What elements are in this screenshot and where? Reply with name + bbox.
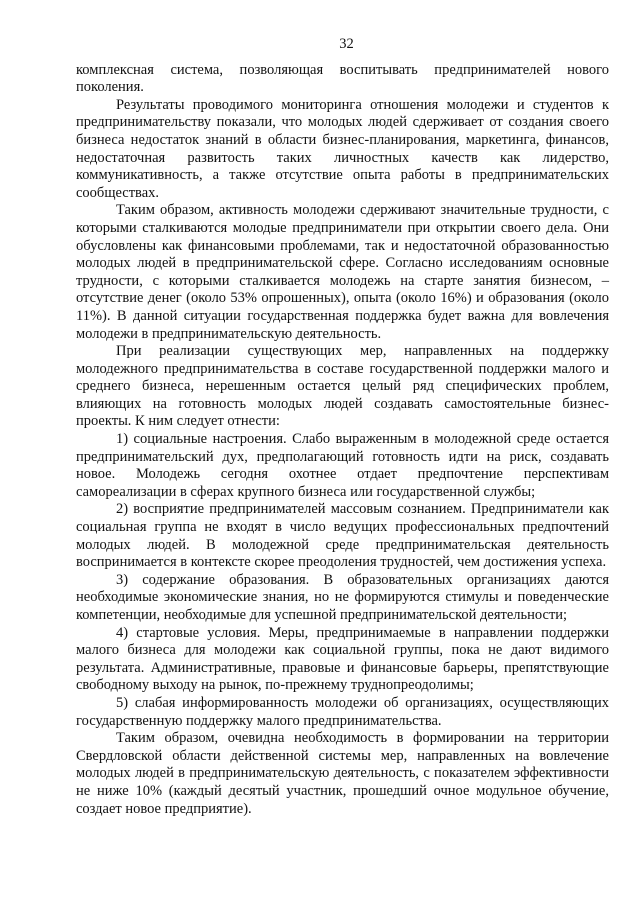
paragraph-unsolved-problems: При реализации существующих мер, направленных на поддержку молодежного предпринимательства в составе государственной поддержки малого и среднего бизнеса, нерешенным остается целый ряд специфических проблем, влияющих на готовность молодых людей создавать самостоятельные бизнес-проекты. К ним следует отнести:	[76, 343, 609, 430]
page-number: 32	[339, 36, 354, 52]
list-item-starting-conditions: 4) стартовые условия. Меры, предпринимаемые в направлении поддержки малого бизнеса для молодежи как социальной группы, пока не дают видимого результата. Административные, правовые и финансовые барьеры, препятствующие свободному выходу на рынок, по-прежнему труднопреодолимы;	[76, 624, 609, 694]
paragraph-monitoring-results: Результаты проводимого мониторинга отношения молодежи и студентов к предпринимательству показали, что молодых людей сдерживает от создания своего бизнеса недостаток знаний в области бизнес-планирования, маркетинга, финансов, недостаточная развитость таких личностных качеств как лидерство, коммуникативность, а также отсутствие опыта работы в предпринимательских сообществах.	[76, 96, 609, 201]
paragraph-difficulties: Таким образом, активность молодежи сдерживают значительные трудности, с которыми сталкиваются молодые предприниматели при открытии своего дела. Они обусловлены как финансовыми проблемами, так и недостаточной образованностью молодых людей в предпринимательской сфере. Согласно исследованиям основные трудности, с которыми сталкивается молодежь на старте занятия бизнесом, – отсутствие денег (около 53% опрошенных), опыта (около 16%) и образования (около 11%). В данной ситуации государственная поддержка будет важна для вовлечения молодежи в предпринимательскую деятельность.	[76, 202, 609, 342]
list-item-social-moods: 1) социальные настроения. Слабо выраженным в молодежной среде остается предпринимательский дух, предполагающий готовность идти на риск, создавать новое. Молодежь сегодня охотнее отдает предпочтение перспективам самореализации в сферах крупного бизнеса или государственной службы;	[76, 431, 609, 500]
document-page	[76, 36, 609, 818]
list-item-education-content: 3) содержание образования. В образовательных организациях даются необходимые экономические знания, но не формируются стимулы и поведенческие компетенции, необходимые для успешной предпринимательской деятельности;	[76, 571, 609, 623]
list-item-weak-awareness: 5) слабая информированность молодежи об организациях, осуществляющих государственную поддержку малого предпринимательства.	[76, 694, 609, 729]
paragraph-continuation: комплексная система, позволяющая воспитывать предпринимателей нового поколения.	[76, 61, 609, 96]
paragraph-conclusion: Таким образом, очевидна необходимость в формировании на территории Свердловской области действенной системы мер, направленных на вовлечение молодых людей в предпринимательскую деятельность, с показателем эффективности не ниже 10% (каждый десятый участник, прошедший очное модульное обучение, создает новое предприятие).	[76, 730, 609, 817]
list-item-mass-perception: 2) восприятие предпринимателей массовым сознанием. Предприниматели как социальная группа не входят в число ведущих профессиональных предпочтений молодых людей. В молодежной среде предпринимательская деятельность воспринимается в контексте скорее преодоления трудностей, чем достижения успеха.	[76, 501, 609, 571]
